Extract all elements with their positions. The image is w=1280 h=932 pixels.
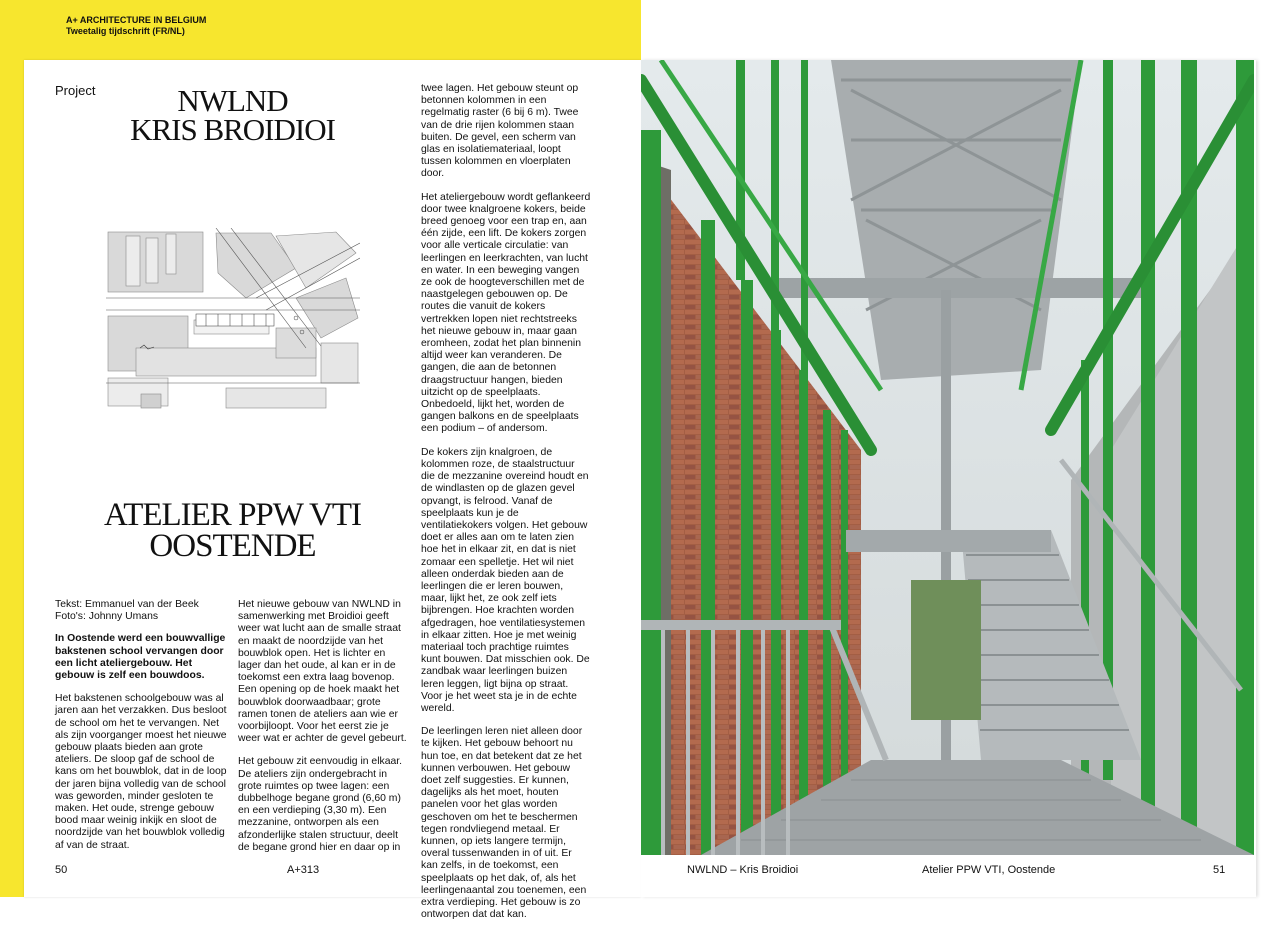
body-paragraph: Het ateliergebouw wordt geflankeerd door twee knalgroene kokers, beide breed genoeg voor een trap en, aan één zijde, een lift. De kokers zorgen voor alle verticale circulatie: van leerlingen en leerkrachten, van lucht en water. In een beweging vangen ze ook de hoogteverschillen met de naastgelegen gebouwen op. De routes die vanuit de kokers vertrekken lopen niet rechtstreeks het nieuwe gebouw in, maar gaan eromheen, zodat het plan binnenin altijd weer kan veranderen. De gangen, die aan de betonnen draagstructuur hangen, bieden uitzicht op de speelplaats. Onbedoeld, lijkt het, worden de gangen balkons en de speelplaats een podium – of andersom. bbox=[421, 191, 591, 435]
footer-architect: NWLND – Kris Broidioi bbox=[687, 864, 799, 876]
project-title bbox=[80, 497, 385, 564]
project-photo bbox=[641, 60, 1254, 855]
magazine-title: A+ ARCHITECTURE IN BELGIUM bbox=[66, 15, 207, 25]
text-column-3 bbox=[421, 83, 591, 932]
architect-title-line: NWLND bbox=[177, 83, 288, 118]
lead-paragraph: In Oostende werd een bouwvallige bakstenen school vervangen door een licht ateliergebouw. Het gebouw is zelf een bouwdoos. bbox=[55, 633, 226, 682]
text-column-1 bbox=[55, 599, 227, 863]
issue-number: A+313 bbox=[287, 864, 320, 876]
page-number-left: 50 bbox=[55, 864, 68, 876]
body-paragraph: Het nieuwe gebouw van NWLND in samenwerking met Broidioi geeft weer wat lucht aan de smalle straat en maakt de noordzijde van het bouwblok open. Het is lichter en lager dan het oude, al kan er in de toekomst een extra laag bovenop. Een opening op de hoek maakt het bouwblok doorwaadbaar; grote ramen tonen de ateliers aan wie er voorbijloopt. Voor het eerst zie je weer wat er achter de gevel gebeurt. bbox=[238, 599, 407, 745]
body-paragraph: Het bakstenen schoolgebouw was al jaren aan het verzakken. Dus besloot de school om het te vervangen. Net als zijn voorganger moest het nieuwe gebouw plaats bieden aan grote ateliers. De sloop gaf de school de kans om het bouwblok, dat in de loop der jaren bijna volledig van de school was geworden, minder gesloten te maken. Het oude, strenge gebouw bood maar weinig inkijk en sloot de noordzijde van het bouwblok volledig af van de straat. bbox=[55, 693, 227, 851]
body-paragraph: Het gebouw zit eenvoudig in elkaar. De ateliers zijn ondergebracht in grote ruimtes op twee lagen: een dubbelhoge begane grond (6,60 m) en een verdieping (3,30 m). Een mezzanine, ontworpen als een afzonderlijke stalen structuur, deelt de begane grond hier en daar op in bbox=[238, 756, 403, 853]
body-paragraph: De kokers zijn knalgroen, de kolommen roze, de staalstructuur die de mezzanine overeind houdt en de windlasten op de glazen gevel opvangt, is felrood. Vanaf de speelplaats kun je de ventilatiekokers volgen. Het gebouw doet er alles aan om te laten zien hoe het in elkaar zit, en dat is niet zomaar een spelletje. Het wil niet alleen onderdak bieden aan de leerlingen die er leren bouwen, maar, lijkt het, ze ook zelf iets bijbrengen. Hoe krachten worden afgedragen, hoe ventilatiesystemen in elkaar zitten. Hoe je met weinig materiaal toch prachtige ruimtes kunt bouwen. Dat misschien ook. De zandbak waar leerlingen buizen leren leggen, ligt bijna op straat. Voor je het weet sta je in de echte wereld. bbox=[421, 446, 590, 714]
footer-project: Atelier PPW VTI, Oostende bbox=[922, 864, 1056, 876]
site-plan bbox=[106, 228, 360, 410]
section-label: Project bbox=[55, 83, 96, 98]
project-title-line: ATELIER PPW VTI bbox=[104, 497, 361, 533]
body-paragraph: twee lagen. Het gebouw steunt op betonnen kolommen in een regelmatig raster (6 bij 6 m). Twee van de drie rijen kolommen staan buiten. De gevel, een scherm van glas en isolatiemateriaal, loopt tussen kolommen en vloerplaten door. bbox=[421, 83, 579, 180]
text-column-2 bbox=[238, 599, 410, 865]
body-paragraph: De leerlingen leren niet alleen door te kijken. Het gebouw behoort nu hun toe, en dat betekent dat ze het kunnen verbouwen. Het gebouw doet zelf suggesties. Er kunnen, dagelijks als het moet, houten panelen voor het glas worden geschoven om het te beschermen tegen rondvliegend metaal. Er kunnen, op iets langere termijn, overal tussenwanden in of uit. Er kan zelfs, in de toekomst, een speelplaats op het dak, of, als het leerlingenaantal zou toenemen, een extra verdieping. Het gebouw is zo ontworpen dat dat kan. bbox=[421, 726, 587, 921]
project-title-line: OOSTENDE bbox=[149, 528, 316, 564]
credits bbox=[55, 599, 227, 623]
architect-title bbox=[100, 83, 365, 147]
credit-photo: Foto's: Johnny Umans bbox=[55, 611, 159, 623]
credit-text: Tekst: Emmanuel van der Beek bbox=[55, 599, 199, 610]
magazine-subtitle: Tweetalig tijdschrift (FR/NL) bbox=[66, 26, 185, 36]
architect-title-line: KRIS BROIDIOI bbox=[130, 112, 335, 147]
magazine-header bbox=[66, 15, 206, 37]
page-number-right: 51 bbox=[1213, 864, 1226, 876]
